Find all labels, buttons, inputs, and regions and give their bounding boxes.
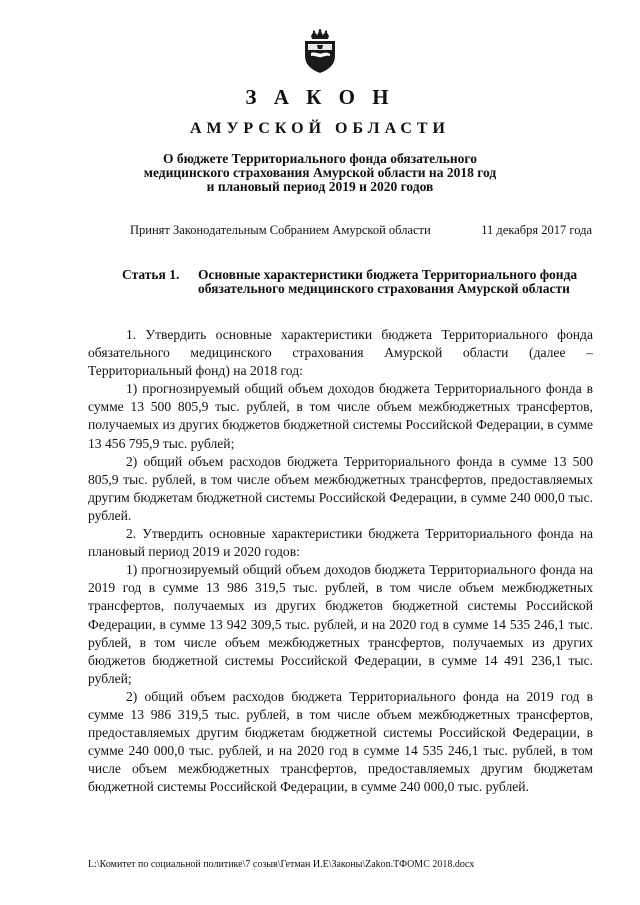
law-subject bbox=[120, 152, 520, 194]
region-heading: АМУРСКОЙ ОБЛАСТИ bbox=[190, 120, 450, 137]
paragraph: 2) общий объем расходов бюджета Территориального фонда в сумме 13 500 805,9 тыс. рублей, в том числе объем межбюджетных трансфертов, предоставляемых другим бюджетам бюджетной системы Российской Федерации, в сумме 240 000,0 тыс. рублей. bbox=[88, 453, 593, 523]
article-title: Основные характеристики бюджета Территориального фонда обязательного медицинского страхования Амурской области bbox=[198, 267, 578, 296]
paragraph: 1) прогнозируемый общий объем доходов бюджета Территориального фонда на 2019 год в сумме 13 986 319,5 тыс. рублей, в том числе объем межбюджетных трансфертов, получаемых из других бюджетов бюджетной системы Российской Федерации, в сумме 13 942 309,5 тыс. рублей, и на 2020 год в сумме 14 535 246,1 тыс. рублей, в том числе объем межбюджетных трансфертов, получаемых из других бюджетов бюджетной системы Российской Федерации, в сумме 14 491 236,1 тыс. рублей; bbox=[88, 562, 593, 686]
paragraph: 1) прогнозируемый общий объем доходов бюджета Территориального фонда в сумме 13 500 805,9 тыс. рублей, в том числе объем межбюджетных трансфертов, получаемых из других бюджетов бюджетной системы Российской Федерации, в сумме 13 456 795,9 тыс. рублей; bbox=[88, 381, 593, 451]
law-subject-line: медицинского страхования Амурской области на 2018 год bbox=[143, 165, 497, 180]
file-path-footer: L:\Комитет по социальной политике\7 созыв\Гетман И.Е\Законы\Zakon.ТФОМС 2018.docx bbox=[88, 859, 475, 870]
adopted-by: Принят Законодательным Собранием Амурской области bbox=[130, 223, 431, 237]
paragraph: 2. Утвердить основные характеристики бюджета Территориального фонда на плановый период 2019 и 2020 годов: bbox=[88, 526, 593, 560]
paragraph: 2) общий объем расходов бюджета Территориального фонда на 2019 год в сумме 13 986 319,5 тыс. рублей, в том числе объем межбюджетных трансфертов, предоставляемых другим бюджетам бюджетной системы Российской Федерации, в сумме 240 000,0 тыс. рублей, и на 2020 год в сумме 14 535 246,1 тыс. рублей, в том числе объем межбюджетных трансфертов, предоставляемых другим бюджетам бюджетной системы Российской Федерации, в сумме 240 000,0 тыс. рублей. bbox=[88, 688, 593, 795]
adoption-date: 11 декабря 2017 года bbox=[481, 223, 592, 237]
law-subject-line: и плановый период 2019 и 2020 годов bbox=[206, 179, 434, 194]
article-number: Статья 1. bbox=[122, 267, 180, 282]
document-title: З А К О Н bbox=[245, 85, 395, 109]
paragraph: 1. Утвердить основные характеристики бюджета Территориального фонда обязательного медицинского страхования Амурской области (далее – Территориальный фонд) на 2018 год: bbox=[88, 327, 593, 379]
law-subject-line: О бюджете Территориального фонда обязательного bbox=[163, 151, 477, 166]
coat-of-arms-emblem bbox=[297, 28, 343, 74]
article-body bbox=[88, 326, 593, 796]
